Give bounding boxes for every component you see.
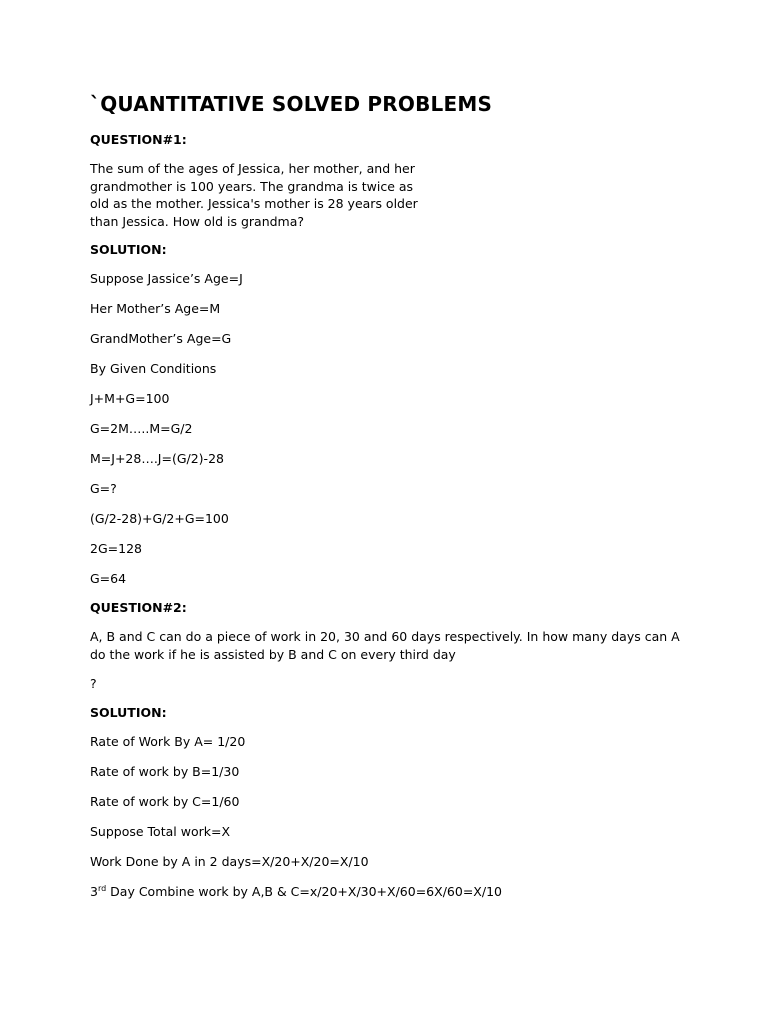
question-2-text: A, B and C can do a piece of work in 20, 30 and 60 days respectively. In how many days can A do the work if he is assisted by B and C on every third day [90, 629, 680, 662]
solution-line: Rate of Work By A= 1/20 [90, 734, 246, 749]
question-1-text: The sum of the ages of Jessica, her mother, and her grandmother is 100 years. The grandma is twice as old as the mother. Jessica's mother is 28 years older than Jessica. How old is grandma? [90, 161, 418, 229]
document-body [90, 132, 690, 913]
solution-line: Suppose Total work=X [90, 824, 231, 839]
ordinal-number: 3 [90, 884, 98, 899]
question-2-heading: QUESTION#2: [90, 600, 187, 615]
solution-line: M=J+28….J=(G/2)-28 [90, 451, 224, 466]
solution-line: (G/2-28)+G/2+G=100 [90, 511, 229, 526]
solution-line: By Given Conditions [90, 361, 217, 376]
solution-line: Work Done by A in 2 days=X/20+X/20=X/10 [90, 854, 369, 869]
solution-line: G=64 [90, 571, 127, 586]
solution-line: GrandMother’s Age=G [90, 331, 232, 346]
solution-1-lines [90, 270, 690, 587]
solution-2-heading: SOLUTION: [90, 705, 167, 720]
solution-line: G=2M…..M=G/2 [90, 421, 193, 436]
solution-line: J+M+G=100 [90, 391, 170, 406]
combined-work-text: Day Combine work by A,B & C=x/20+X/30+X/60=6X/60=X/10 [106, 884, 502, 899]
solution-1-heading: SOLUTION: [90, 242, 167, 257]
solution-line: Rate of work by C=1/60 [90, 794, 240, 809]
ordinal-suffix: rd [97, 883, 107, 893]
solution-line-combined [90, 883, 690, 900]
solution-line: Suppose Jassice’s Age=J [90, 271, 243, 286]
solution-line: Her Mother’s Age=M [90, 301, 221, 316]
solution-line: Rate of work by B=1/30 [90, 764, 240, 779]
question-2-text-tail: ? [90, 676, 97, 691]
question-1-heading: QUESTION#1: [90, 132, 187, 147]
solution-line: 2G=128 [90, 541, 142, 556]
solution-line: G=? [90, 481, 117, 496]
solution-2-lines [90, 733, 690, 900]
page-title: `QUANTITATIVE SOLVED PROBLEMS [90, 92, 493, 116]
